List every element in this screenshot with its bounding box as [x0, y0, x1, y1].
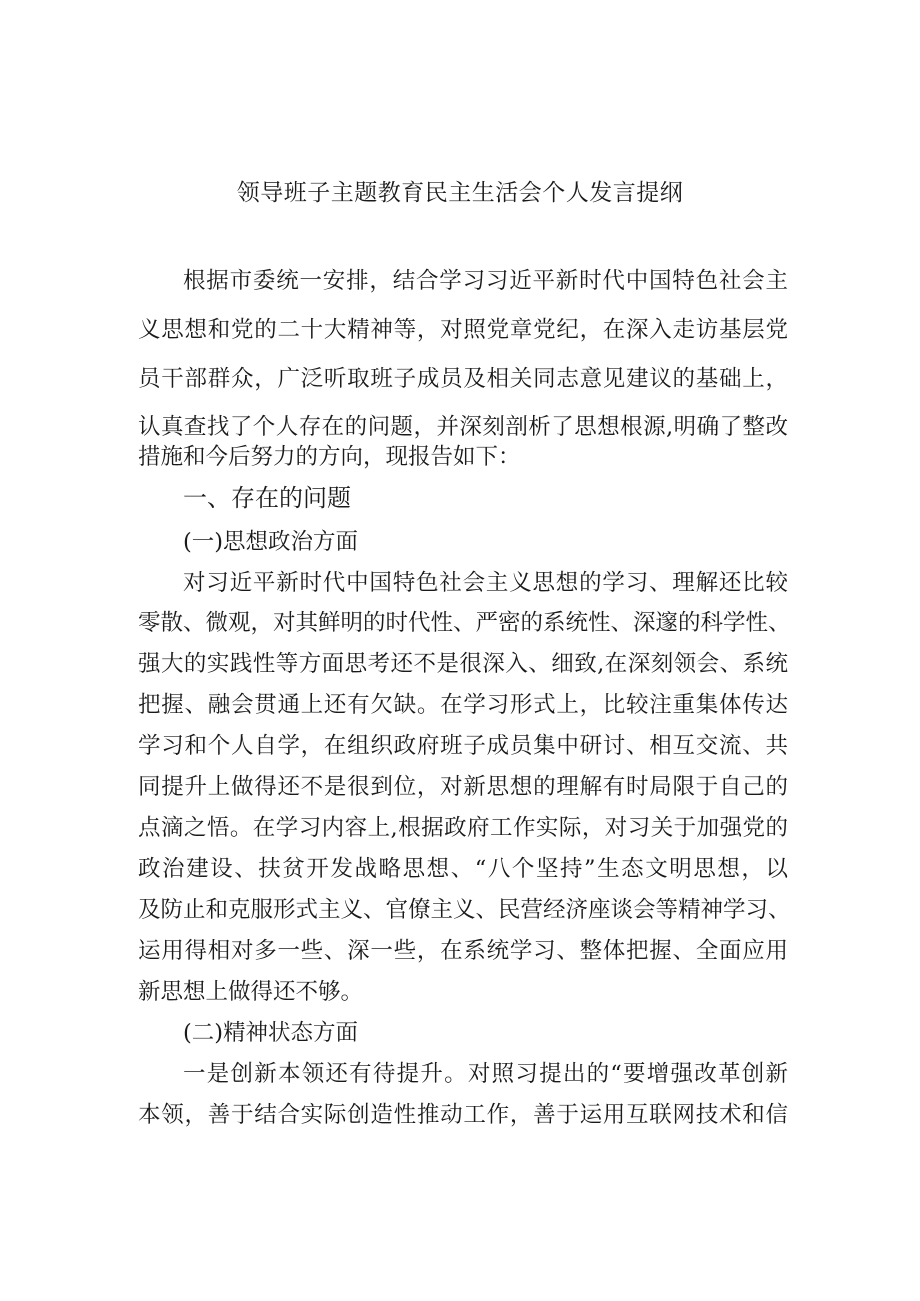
paragraph-line: 一是创新本领还有待提升。对照习提出的“要增强改革创新	[183, 1061, 788, 1087]
intro-line: 义思想和党的二十大精神等，对照党章党纪，在深入走访基层党	[138, 317, 788, 343]
paragraph-line: 强大的实践性等方面思考还不是很深入、细致,在深刻领会、系统	[138, 651, 788, 677]
paragraph-line: 同提升上做得还不是很到位，对新思想的理解有时局限于自己的	[138, 774, 788, 800]
paragraph-line: 运用得相对多一些、深一些，在系统学习、整体把握、全面应用	[138, 938, 788, 964]
paragraph-line: 对习近平新时代中国特色社会主义思想的学习、理解还比较	[183, 570, 788, 596]
paragraph-line: 本领，善于结合实际创造性推动工作，善于运用互联网技术和信	[138, 1102, 788, 1128]
paragraph-line: 学习和个人自学，在组织政府班子成员集中研讨、相互交流、共	[138, 733, 788, 759]
paragraph-line: 零散、微观，对其鲜明的时代性、严密的系统性、深邃的科学性、	[138, 610, 791, 636]
section-heading: 一、存在的问题	[183, 484, 351, 512]
paragraph-line: 把握、融会贯通上还有欠缺。在学习形式上，比较注重集体传达	[138, 692, 788, 718]
paragraph-line: 及防止和克服形式主义、官僚主义、民营经济座谈会等精神学习、	[138, 897, 791, 923]
document-title: 领导班子主题教育民主生活会个人发言提纲	[236, 180, 684, 206]
intro-line: 员干部群众，广泛听取班子成员及相关同志意见建议的基础上，	[138, 366, 788, 392]
subsection-heading: (一)思想政治方面	[183, 529, 359, 555]
intro-line: 措施和今后努力的方向，现报告如下：	[138, 444, 521, 470]
paragraph-line: 政治建设、扶贫开发战略思想、“八个坚持”生态文明思想，以	[138, 856, 788, 882]
intro-line: 根据市委统一安排，结合学习习近平新时代中国特色社会主	[183, 268, 788, 294]
subsection-heading: (二)精神状态方面	[183, 1020, 359, 1046]
paragraph-line: 新思想上做得还不够。	[138, 979, 364, 1005]
paragraph-line: 点滴之悟。在学习内容上,根据政府工作实际，对习关于加强党的	[138, 815, 788, 841]
intro-line: 认真查找了个人存在的问题，并深刻剖析了思想根源,明确了整改	[138, 414, 788, 440]
